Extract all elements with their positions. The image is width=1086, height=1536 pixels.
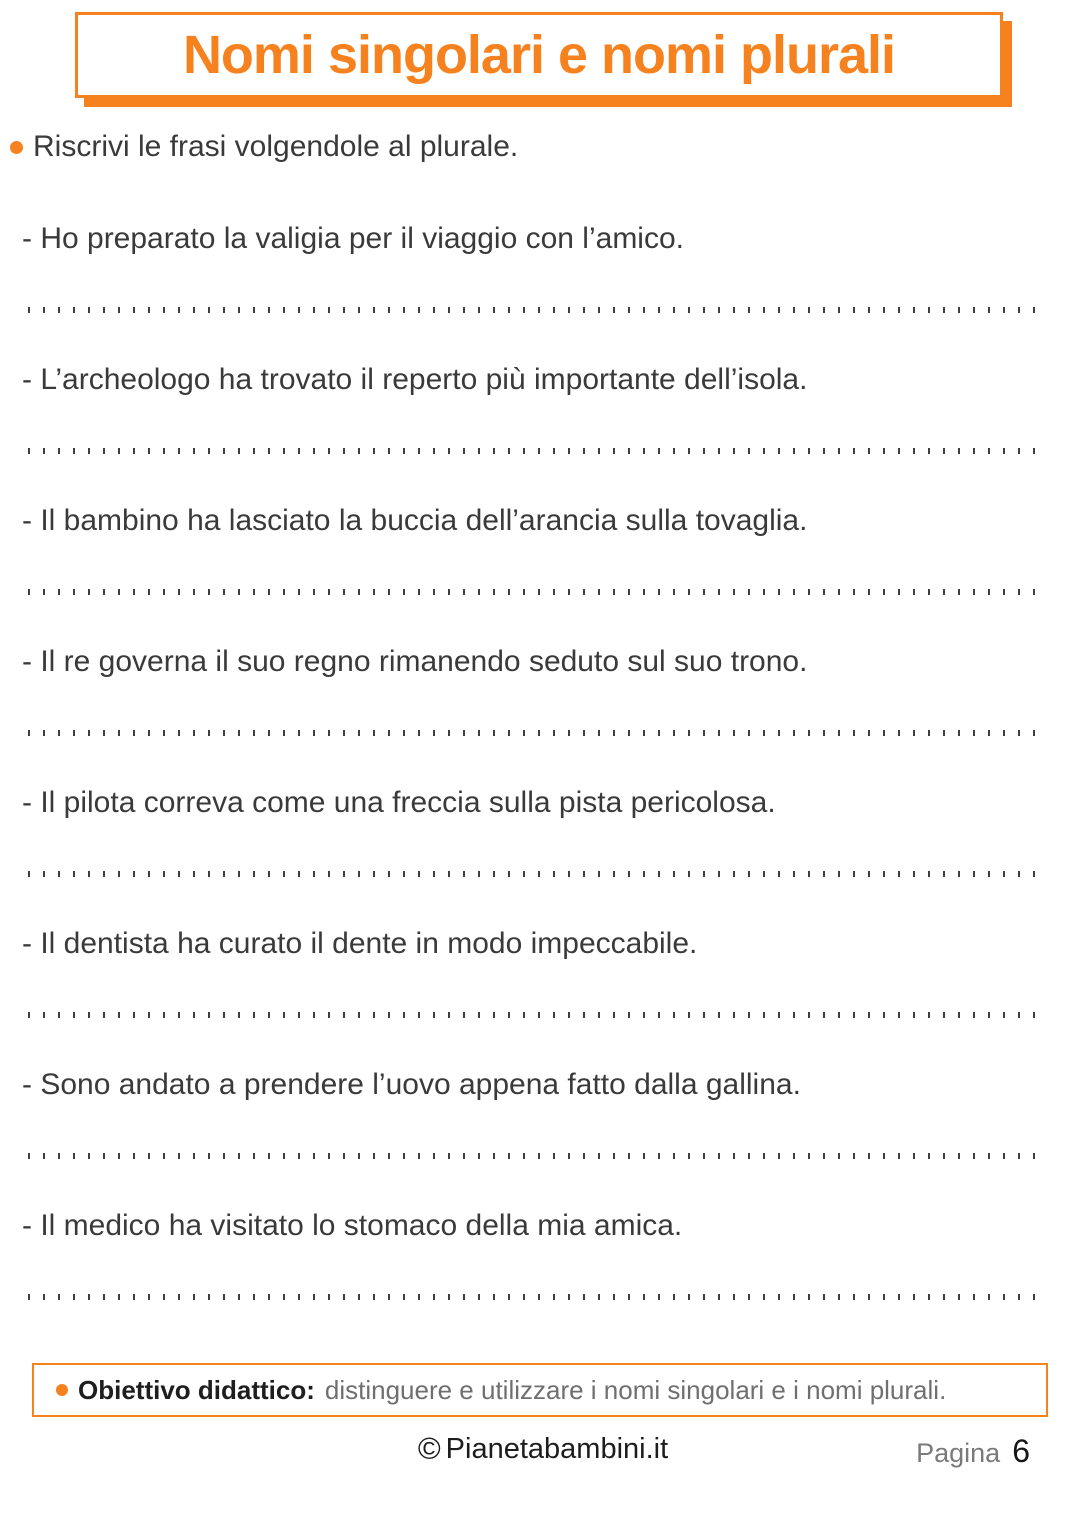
sentence-block bbox=[22, 926, 1048, 1018]
sentence-text: - Ho preparato la valigia per il viaggio con l’amico. bbox=[22, 222, 684, 255]
sentence-block bbox=[22, 1208, 1048, 1300]
sentence-text: - Il dentista ha curato il dente in modo impeccabile. bbox=[22, 927, 698, 960]
sentence-block bbox=[22, 1067, 1048, 1159]
bullet-icon bbox=[10, 141, 23, 154]
sentence-text: - Il re governa il suo regno rimanendo seduto sul suo trono. bbox=[22, 645, 808, 678]
answer-line bbox=[28, 730, 1048, 736]
page-indicator bbox=[916, 1433, 1030, 1470]
site-name: Pianetabambini.it bbox=[445, 1432, 669, 1465]
copyright-icon: © bbox=[417, 1431, 441, 1466]
answer-line bbox=[28, 1012, 1048, 1018]
bullet-icon bbox=[56, 1384, 68, 1396]
instruction-text: Riscrivi le frasi volgendole al plurale. bbox=[33, 130, 519, 163]
answer-line bbox=[28, 448, 1048, 454]
title-box bbox=[75, 12, 1003, 98]
sentence-block bbox=[22, 362, 1048, 454]
footer bbox=[0, 1431, 1086, 1475]
answer-line bbox=[28, 307, 1048, 313]
page-label: Pagina bbox=[916, 1438, 1001, 1468]
objective-text: distinguere e utilizzare i nomi singolari e i nomi plurali. bbox=[324, 1374, 947, 1405]
sentence-text: - Il medico ha visitato lo stomaco della mia amica. bbox=[22, 1209, 683, 1242]
instruction bbox=[10, 130, 1086, 164]
sentence-text: - Sono andato a prendere l’uovo appena fatto dalla gallina. bbox=[22, 1068, 801, 1101]
page-number: 6 bbox=[1012, 1433, 1030, 1469]
page-title: Nomi singolari e nomi plurali bbox=[182, 25, 896, 85]
objective-label: Obiettivo didattico: bbox=[78, 1374, 315, 1405]
answer-line bbox=[28, 1294, 1048, 1300]
sentence-text: - Il pilota correva come una freccia sulla pista pericolosa. bbox=[22, 786, 776, 819]
answer-line bbox=[28, 589, 1048, 595]
sentence-text: - L’archeologo ha trovato il reperto più importante dell’isola. bbox=[22, 363, 808, 396]
objective-box bbox=[32, 1363, 1048, 1417]
sentence-block bbox=[22, 785, 1048, 877]
answer-line bbox=[28, 871, 1048, 877]
sentence-block bbox=[22, 644, 1048, 736]
sentence-block bbox=[22, 221, 1048, 313]
sentence-block bbox=[22, 503, 1048, 595]
answer-line bbox=[28, 1153, 1048, 1159]
exercise-list bbox=[0, 221, 1086, 1300]
sentence-text: - Il bambino ha lasciato la buccia dell’arancia sulla tovaglia. bbox=[22, 504, 808, 537]
